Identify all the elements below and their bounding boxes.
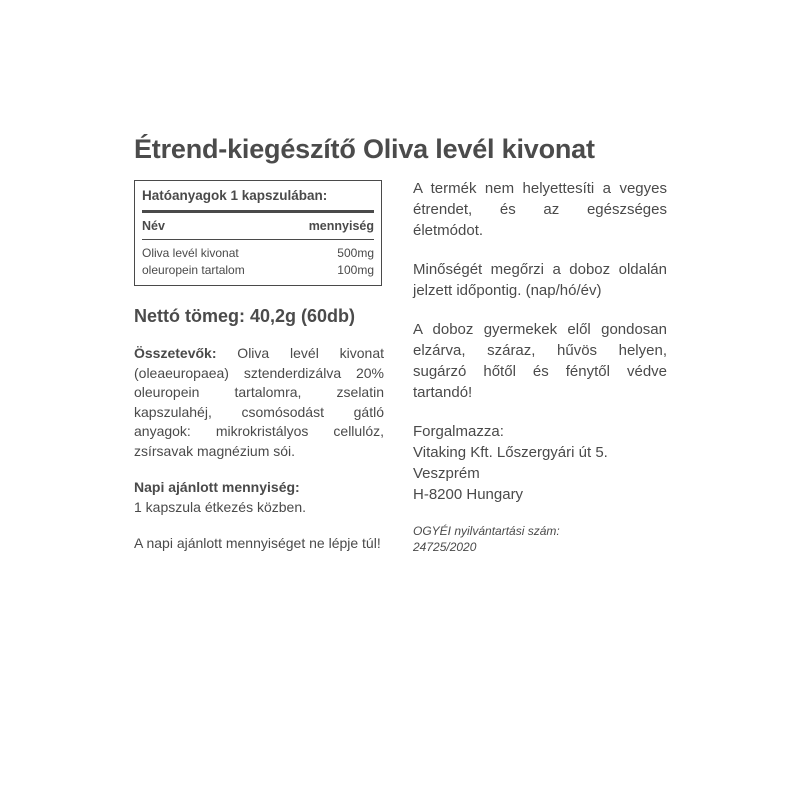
daily-dose-label: Napi ajánlott mennyiség: — [134, 479, 300, 495]
table-header: Hatóanyagok 1 kapszulában: — [142, 188, 374, 213]
table-column-headers — [142, 213, 374, 240]
distributor-line2: Veszprém — [413, 465, 480, 482]
distributor-label: Forgalmazza: — [413, 423, 504, 440]
registration-label: OGYÉI nyilvántartási szám: — [413, 524, 560, 538]
dose-warning: A napi ajánlott mennyiséget ne lépje túl! — [134, 535, 381, 551]
column-amount: mennyiség — [308, 219, 374, 233]
daily-dose — [134, 478, 384, 517]
distributor-line3: H-8200 Hungary — [413, 486, 524, 503]
active-ingredients-table — [134, 180, 382, 286]
ingredients-paragraph — [134, 344, 384, 461]
net-weight: Nettó tömeg: 40,2g (60db) — [134, 306, 356, 326]
diet-notice: A termék nem helyettesíti a vegyes étrendet, és az egészséges életmódot. — [413, 180, 667, 239]
distributor-block — [413, 421, 667, 505]
ingredient-name: Oliva levél kivonat — [142, 246, 239, 260]
storage-notice: A doboz gyermekek elől gondosan elzárva, száraz, hűvös helyen, sugárzó hőtől és fénytől védve tartandó! — [413, 321, 667, 401]
column-name: Név — [142, 219, 165, 233]
ingredient-amount: 500mg — [337, 246, 374, 260]
ingredients-text: Oliva levél kivonat (oleaeuropaea) sztenderdizálva 20% oleuropein tartalomra, zselatin kapszulahéj, csomósodást gátló anyagok: mikrokristályos cellulóz, zsírsavak magnézium sói. — [134, 345, 384, 459]
right-column — [413, 178, 667, 555]
daily-dose-text: 1 kapszula étkezés közben. — [134, 498, 306, 515]
ingredient-name: oleuropein tartalom — [142, 263, 245, 277]
ingredient-amount: 100mg — [337, 263, 374, 277]
registration-block — [413, 523, 667, 555]
distributor-line1: Vitaking Kft. Lőszergyári út 5. — [413, 444, 608, 461]
best-before-notice: Minőségét megőrzi a doboz oldalán jelzett időpontig. (nap/hó/év) — [413, 261, 667, 299]
product-title: Étrend-kiegészítő Oliva levél kivonat — [134, 134, 595, 164]
registration-number: 24725/2020 — [413, 540, 477, 554]
table-row — [142, 245, 374, 262]
left-column — [134, 180, 384, 554]
table-row — [142, 262, 374, 279]
ingredients-label: Összetevők: — [134, 345, 217, 361]
